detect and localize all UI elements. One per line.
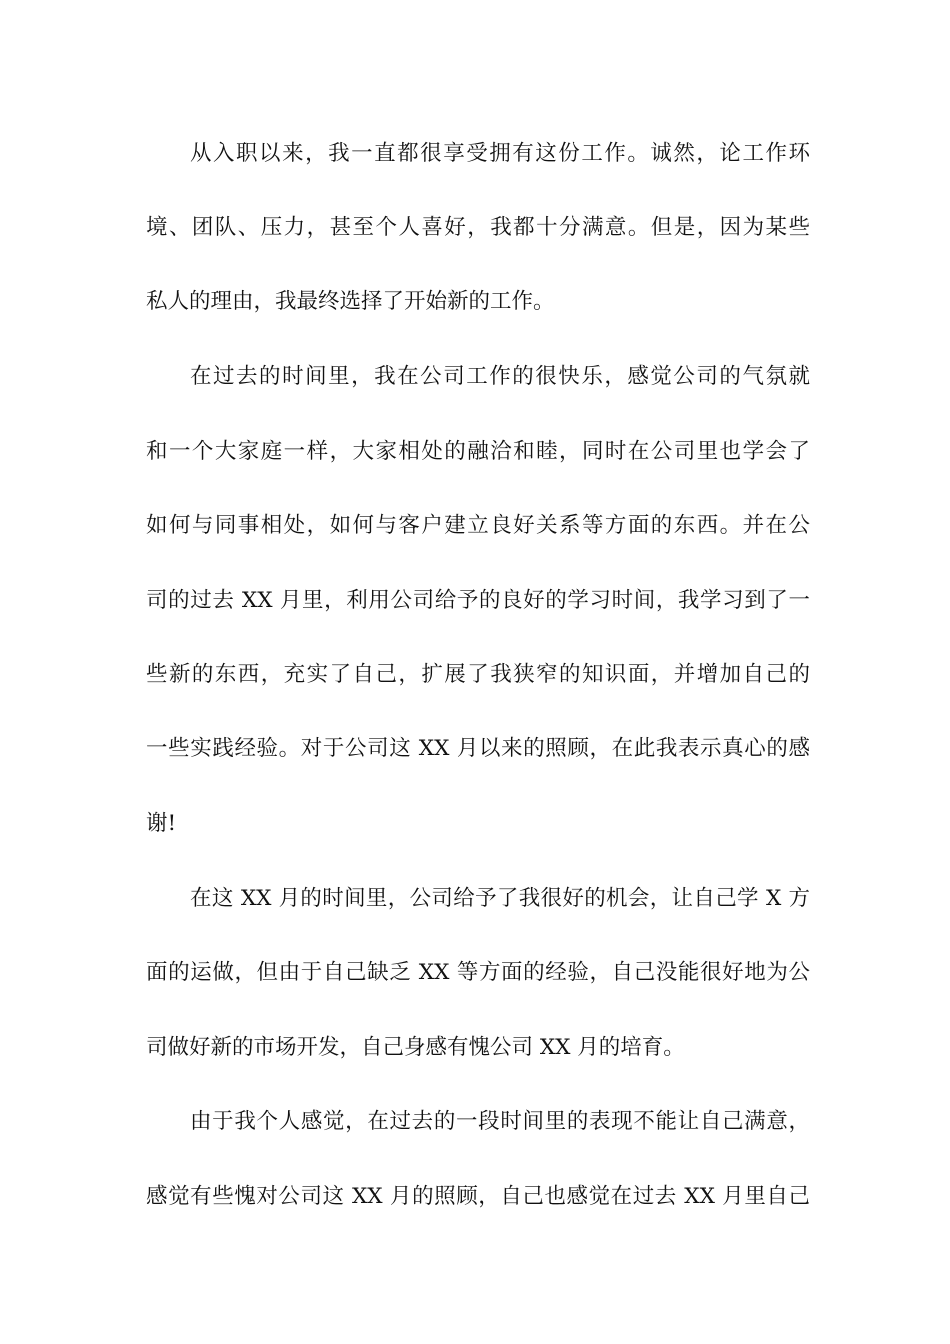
- text-line: 在过去的时间里，我在公司工作的很快乐，感觉公司的气氛就: [190, 364, 810, 389]
- text-line: 境、团队、压力，甚至个人喜好，我都十分满意。但是，因为某些: [146, 215, 810, 240]
- text-line: 和一个大家庭一样，大家相处的融洽和睦，同时在公司里也学会了: [146, 439, 810, 464]
- text-line: 如何与同事相处，如何与客户建立良好关系等方面的东西。并在公: [146, 513, 810, 538]
- text-line: 从入职以来，我一直都很享受拥有这份工作。诚然，论工作环: [190, 141, 810, 166]
- text-line: 面的运做，但由于自己缺乏 XX 等方面的经验，自己没能很好地为公: [146, 960, 810, 985]
- text-line: 在这 XX 月的时间里，公司给予了我很好的机会，让自己学 X 方: [190, 886, 810, 911]
- text-line: 私人的理由，我最终选择了开始新的工作。: [146, 289, 555, 314]
- text-line: 司的过去 XX 月里，利用公司给予的良好的学习时间，我学习到了一: [146, 588, 810, 613]
- text-line: 一些实践经验。对于公司这 XX 月以来的照顾，在此我表示真心的感: [146, 736, 810, 761]
- text-line: 由于我个人感觉，在过去的一段时间里的表现不能让自己满意，: [190, 1109, 810, 1134]
- text-line: 司做好新的市场开发，自己身感有愧公司 XX 月的培育。: [146, 1035, 685, 1060]
- text-line: 些新的东西，充实了自己，扩展了我狭窄的知识面，并增加自己的: [146, 662, 810, 687]
- text-line: 谢!: [146, 811, 177, 836]
- text-line: 感觉有些愧对公司这 XX 月的照顾，自己也感觉在过去 XX 月里自己: [146, 1184, 810, 1209]
